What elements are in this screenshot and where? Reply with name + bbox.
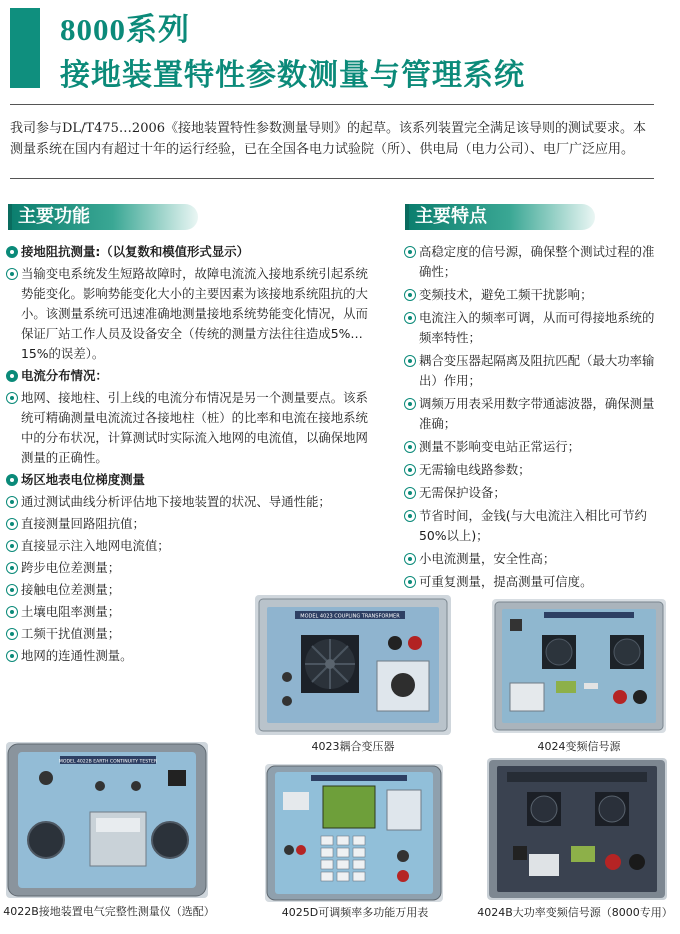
bullet-icon (6, 628, 18, 640)
function-item-text: 跨步电位差测量； (21, 560, 121, 575)
bullet-icon (404, 576, 416, 588)
bullet-icon (404, 487, 416, 499)
function-item-text: 地网、接地柱、引上线的电流分布情况是另一个测量要点。该系统可精确测量电流流过各接地柱（桩）的比率和电流在接地系统中的分布状况，计算测试时实际流入地网的电流值，以确保地网测量的正确性。 (21, 390, 368, 465)
product-photo-4024b (487, 758, 667, 900)
feature-item-text: 电流注入的频率可调，从而可得接地系统的频率特性； (419, 310, 655, 345)
bullet-icon (6, 474, 18, 486)
function-item-text: 土壤电阻率测量； (21, 604, 121, 619)
heading-marker (8, 204, 12, 230)
product-photo-4024 (492, 599, 666, 733)
function-item-text: 接触电位差测量； (21, 582, 121, 597)
bullet-icon (404, 464, 416, 476)
bullet-icon (6, 540, 18, 552)
bullet-icon (404, 246, 416, 258)
series-title: 8000系列 (60, 12, 190, 47)
caption-4022b: 4022B接地装置电气完整性测量仪（选配） (3, 905, 215, 918)
feature-item-text: 节省时间，金钱(与大电流注入相比可节约50%以上)； (419, 508, 647, 543)
bullet-icon (404, 441, 416, 453)
feature-item-text: 无需保护设备； (419, 485, 506, 500)
function-item-text: 当输变电系统发生短路故障时，故障电流流入接地系统引起系统势能变化。影响势能变化大小的主要因素为该接地系统阻抗的大小。该测量系统可迅速准确地测量接地系统势能变化情况，从而保证厂站工作人员及设备安全（传统的测量方法往往造成5%…15%的误差）。 (21, 266, 368, 361)
product-photo-4025d (265, 764, 443, 902)
features-list (404, 242, 666, 595)
function-item (6, 470, 368, 490)
page-title: 接地装置特性参数测量与管理系统 (60, 58, 525, 93)
panel-label: MODEL 4022B EARTH CONTINUITY TESTER (58, 759, 158, 765)
product-photo-4023 (255, 595, 451, 735)
bullet-icon (404, 510, 416, 522)
feature-item (404, 483, 666, 503)
divider-top (10, 104, 654, 105)
intro-paragraph: 我司参与DL/T475…2006《接地装置特性参数测量导则》的起草。该系列装置完全满足该导则的测试要求。本测量系统在国内有超过十年的运行经验，已在全国各电力试验院（所）、供电局（电力公司）、电厂广泛应用。 (10, 121, 647, 157)
function-item (6, 536, 368, 556)
bullet-icon (6, 606, 18, 618)
panel-label: MODEL 4023 COUPLING TRANSFORMER (300, 613, 400, 620)
heading-marker (405, 204, 409, 230)
function-item-text: 通过测试曲线分析评估地下接地装置的状况、导通性能； (21, 494, 331, 509)
features-heading: 主要特点 (405, 204, 595, 230)
feature-item (404, 437, 666, 457)
caption-4025d: 4025D可调频率多功能万用表 (281, 906, 429, 919)
feature-item (404, 242, 666, 282)
feature-item (404, 460, 666, 480)
functions-heading: 主要功能 (8, 204, 198, 230)
function-item (6, 388, 368, 468)
bullet-icon (6, 650, 18, 662)
feature-item-text: 高稳定度的信号源，确保整个测试过程的准确性； (419, 244, 655, 279)
bullet-icon (6, 268, 18, 280)
bullet-icon (404, 355, 416, 367)
bullet-icon (6, 584, 18, 596)
function-item-text: 工频干扰值测量； (21, 626, 121, 641)
function-item-text: 直接显示注入地网电流值； (21, 538, 170, 553)
bullet-icon (404, 312, 416, 324)
bullet-icon (6, 246, 18, 258)
function-item (6, 492, 368, 512)
function-item-text: 场区地表电位梯度测量 (21, 472, 145, 487)
feature-item (404, 506, 666, 546)
feature-item-text: 调频万用表采用数字带通滤波器，确保测量准确； (419, 396, 655, 431)
feature-item-text: 耦合变压器起隔离及阻抗匹配（最大功率输出）作用； (419, 353, 655, 388)
feature-item-text: 变频技术，避免工频干扰影响； (419, 287, 593, 302)
divider-bottom (10, 178, 654, 179)
function-item-text: 电流分布情况： (21, 368, 108, 383)
function-item (6, 366, 368, 386)
function-item-text: 直接测量回路阻抗值； (21, 516, 145, 531)
bullet-icon (404, 553, 416, 565)
function-item (6, 558, 368, 578)
bullet-icon (6, 496, 18, 508)
function-item (6, 242, 368, 262)
bullet-icon (6, 518, 18, 530)
function-item (6, 514, 368, 534)
caption-4024: 4024变频信号源 (537, 740, 621, 753)
feature-item (404, 285, 666, 305)
feature-item (404, 351, 666, 391)
caption-4024b: 4024B大功率变频信号源（8000专用） (477, 906, 673, 919)
feature-item-text: 测量不影响变电站正常运行； (419, 439, 581, 454)
feature-item (404, 549, 666, 569)
bullet-icon (6, 392, 18, 404)
bullet-icon (6, 370, 18, 382)
feature-item (404, 308, 666, 348)
feature-item (404, 394, 666, 434)
product-photo-4022b (6, 742, 208, 898)
bullet-icon (404, 289, 416, 301)
function-item-text: 接地阻抗测量:（以复数和模值形式显示） (21, 244, 249, 259)
header-accent-bar (10, 8, 40, 88)
bullet-icon (6, 562, 18, 574)
feature-item-text: 无需输电线路参数； (419, 462, 531, 477)
function-item-text: 地网的连通性测量。 (21, 648, 133, 663)
caption-4023: 4023耦合变压器 (311, 740, 395, 753)
bullet-icon (404, 398, 416, 410)
feature-item (404, 572, 666, 592)
feature-item-text: 小电流测量，安全性高； (419, 551, 556, 566)
feature-item-text: 可重复测量，提高测量可信度。 (419, 574, 593, 589)
function-item (6, 264, 368, 364)
